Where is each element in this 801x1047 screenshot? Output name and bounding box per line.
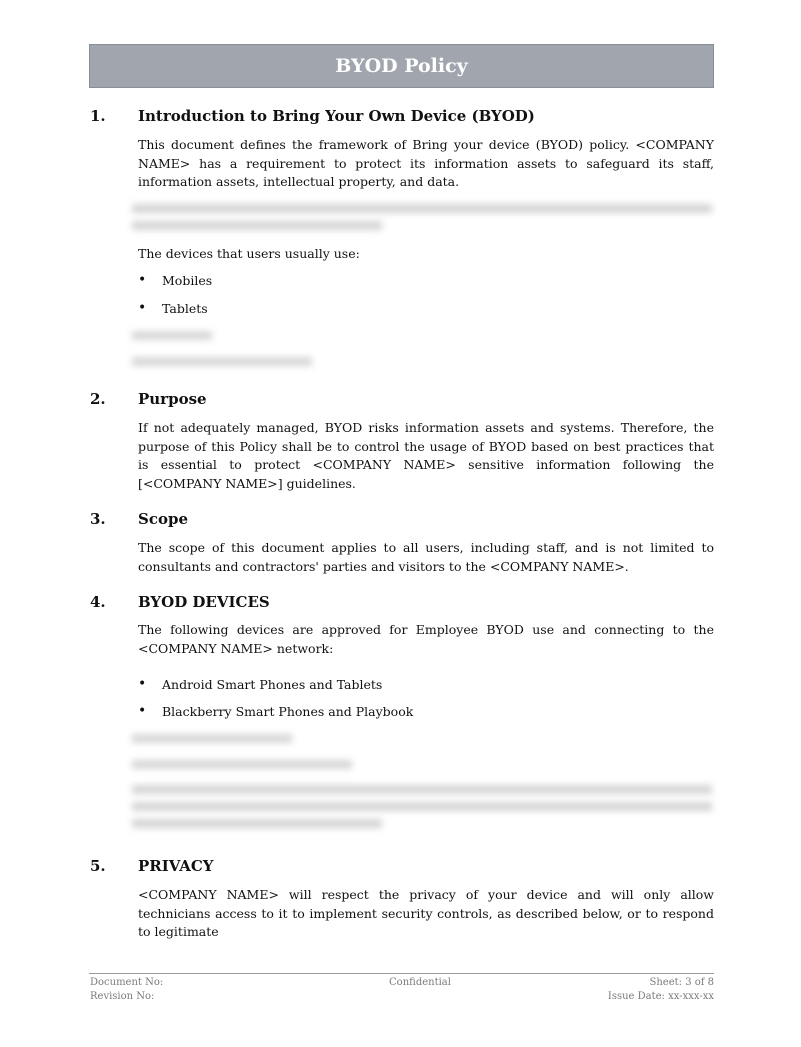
list-item-label: Tablets [162,300,208,316]
section-number: 5. [90,857,106,875]
section-title: PRIVACY [138,857,214,875]
section-5-paragraph: <COMPANY NAME> will respect the privacy of your device and will only allow technicians access to it to implement security controls, as described below, or to respond to legitimate [138,887,714,939]
list-item [138,676,382,692]
section-1-heading [90,107,535,125]
list-item-label: Blackberry Smart Phones and Playbook [162,703,414,719]
footer-revision-no: Revision No: [90,991,155,1002]
list-item [138,703,413,719]
section-3-paragraph: The scope of this document applies to all users, including staff, and is not limited to consultants and contractors' parties and visitors to the <COMPANY NAME>. [138,540,714,574]
list-item-label: Android Smart Phones and Tablets [162,676,383,692]
section-title: BYOD DEVICES [138,593,270,611]
section-number: 1. [90,107,106,125]
section-title: Scope [138,510,189,528]
section-title: Introduction to Bring Your Own Device (BYOD) [138,107,535,125]
section-number: 4. [90,593,106,611]
page-title: BYOD Policy [335,55,468,77]
section-1-devices-intro: The devices that users usually use: [138,246,360,261]
section-5-heading [90,857,214,875]
bullet-icon: • [138,272,147,288]
footer-sheet: Sheet: 3 of 8 [649,977,714,988]
bullet-icon: • [138,300,147,316]
redacted-block [132,198,717,238]
section-4-paragraph: The following devices are approved for Employee BYOD use and connecting to the <COMPANY NAME> network: [138,622,714,656]
section-number: 3. [90,510,106,528]
bullet-icon: • [138,676,147,692]
list-item [138,300,208,316]
title-banner [89,44,714,88]
section-3-heading [90,510,188,528]
footer-issue-date: Issue Date: xx-xxx-xx [607,991,714,1002]
redacted-block [132,728,717,840]
redacted-list [132,325,332,375]
section-4-heading [90,593,270,611]
list-item [138,272,212,288]
footer-confidential: Confidential [389,977,451,988]
section-2-paragraph: If not adequately managed, BYOD risks information assets and systems. Therefore, the purpose of this Policy shall be to control the usage of BYOD based on best practices that is essential to protect <COMPANY NAME> sensitive information following the [<COMPANY NAME>] guidelines. [138,420,714,491]
section-1-paragraph: This document defines the framework of Bring your device (BYOD) policy. <COMPANY NAME> has a requirement to protect its information assets to safeguard its staff, information assets, intellectual property, and data. [138,137,714,189]
bullet-icon: • [138,703,147,719]
section-number: 2. [90,390,106,408]
footer-document-no: Document No: [90,977,164,988]
list-item-label: Mobiles [162,272,213,288]
section-2-heading [90,390,207,408]
footer-divider [89,973,714,974]
section-title: Purpose [138,390,207,408]
